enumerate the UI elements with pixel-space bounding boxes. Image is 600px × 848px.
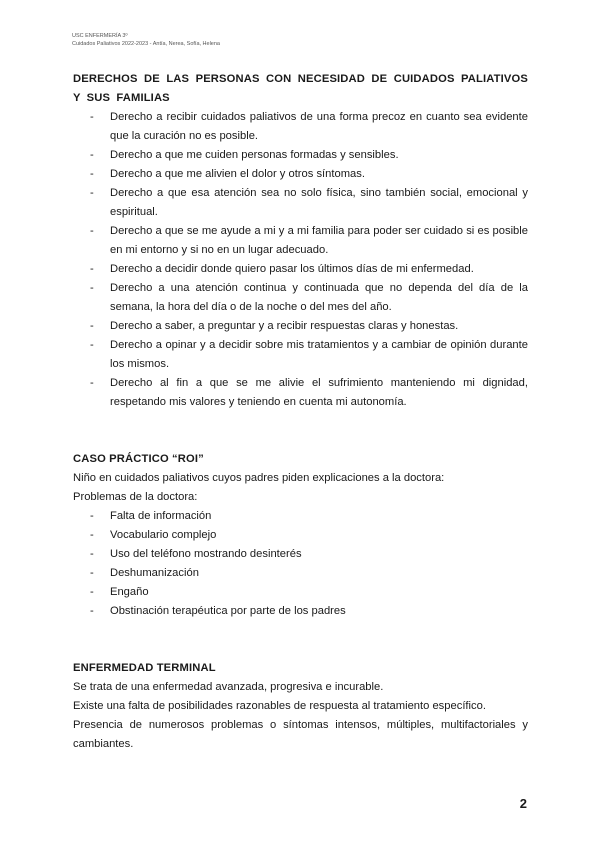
list-item: - Derecho a que se me ayude a mi y a mi familia para poder ser cuidado si es posible en mi entorno y si no en un lugar adecuado. — [73, 222, 528, 260]
paragraph: Presencia de numerosos problemas o síntomas intensos, múltiples, multifactoriales y cambiantes. — [73, 719, 528, 750]
list-item: - Engaño — [73, 583, 528, 602]
page-content — [73, 70, 528, 754]
problemas-list — [73, 507, 528, 621]
list-item: - Derecho a que me alivien el dolor y otros síntomas. — [73, 165, 528, 184]
list-item: - Derecho a decidir donde quiero pasar los últimos días de mi enfermedad. — [73, 260, 528, 279]
list-item: - Deshumanización — [73, 564, 528, 583]
list-item: - Derecho a una atención continua y continuada que no dependa del día de la semana, la hora del día o de la noche o del mes del año. — [73, 279, 528, 317]
list-item: - Derecho a recibir cuidados paliativos de una forma precoz en cuanto sea evidente que la curación no es posible. — [73, 108, 528, 146]
list-item: - Uso del teléfono mostrando desinterés — [73, 545, 528, 564]
list-item: - Obstinación terapéutica por parte de los padres — [73, 602, 528, 621]
paragraph: Se trata de una enfermedad avanzada, progresiva e incurable. — [73, 681, 384, 693]
section-title-enfermedad-terminal: ENFERMEDAD TERMINAL — [73, 662, 216, 674]
caso-subtitle: Problemas de la doctora: — [73, 491, 198, 503]
section-spacer — [73, 412, 528, 450]
list-item: - Derecho a que esa atención sea no solo física, sino también social, emocional y espiritual. — [73, 184, 528, 222]
list-item: - Vocabulario complejo — [73, 526, 528, 545]
page-number: 2 — [519, 796, 527, 811]
header-line-authors: Cuidados Paliativos 2022-2023 - Antía, Nerea, Sofía, Helena — [72, 41, 220, 47]
caso-intro: Niño en cuidados paliativos cuyos padres piden explicaciones a la doctora: — [73, 472, 445, 484]
section-spacer — [73, 621, 528, 659]
list-item: - Derecho a opinar y a decidir sobre mis tratamientos y a cambiar de opinión durante los mismos. — [73, 336, 528, 374]
paragraph: Existe una falta de posibilidades razonables de respuesta al tratamiento específico. — [73, 700, 486, 712]
derechos-list — [73, 108, 528, 412]
list-item: - Derecho al fin a que se me alivie el sufrimiento manteniendo mi dignidad, respetando mis valores y teniendo en cuenta mi autonomía. — [73, 374, 528, 412]
list-item: - Derecho a saber, a preguntar y a recibir respuestas claras y honestas. — [73, 317, 528, 336]
list-item: - Falta de información — [73, 507, 528, 526]
list-item: - Derecho a que me cuiden personas formadas y sensibles. — [73, 146, 528, 165]
section-title-derechos: DERECHOS DE LAS PERSONAS CON NECESIDAD DE CUIDADOS PALIATIVOS Y SUS FAMILIAS — [73, 73, 528, 104]
header-line-course: USC ENFERMERÍA 3º — [72, 33, 128, 39]
page-header — [72, 32, 220, 48]
section-title-caso-practico: CASO PRÁCTICO “ROI” — [73, 453, 204, 465]
